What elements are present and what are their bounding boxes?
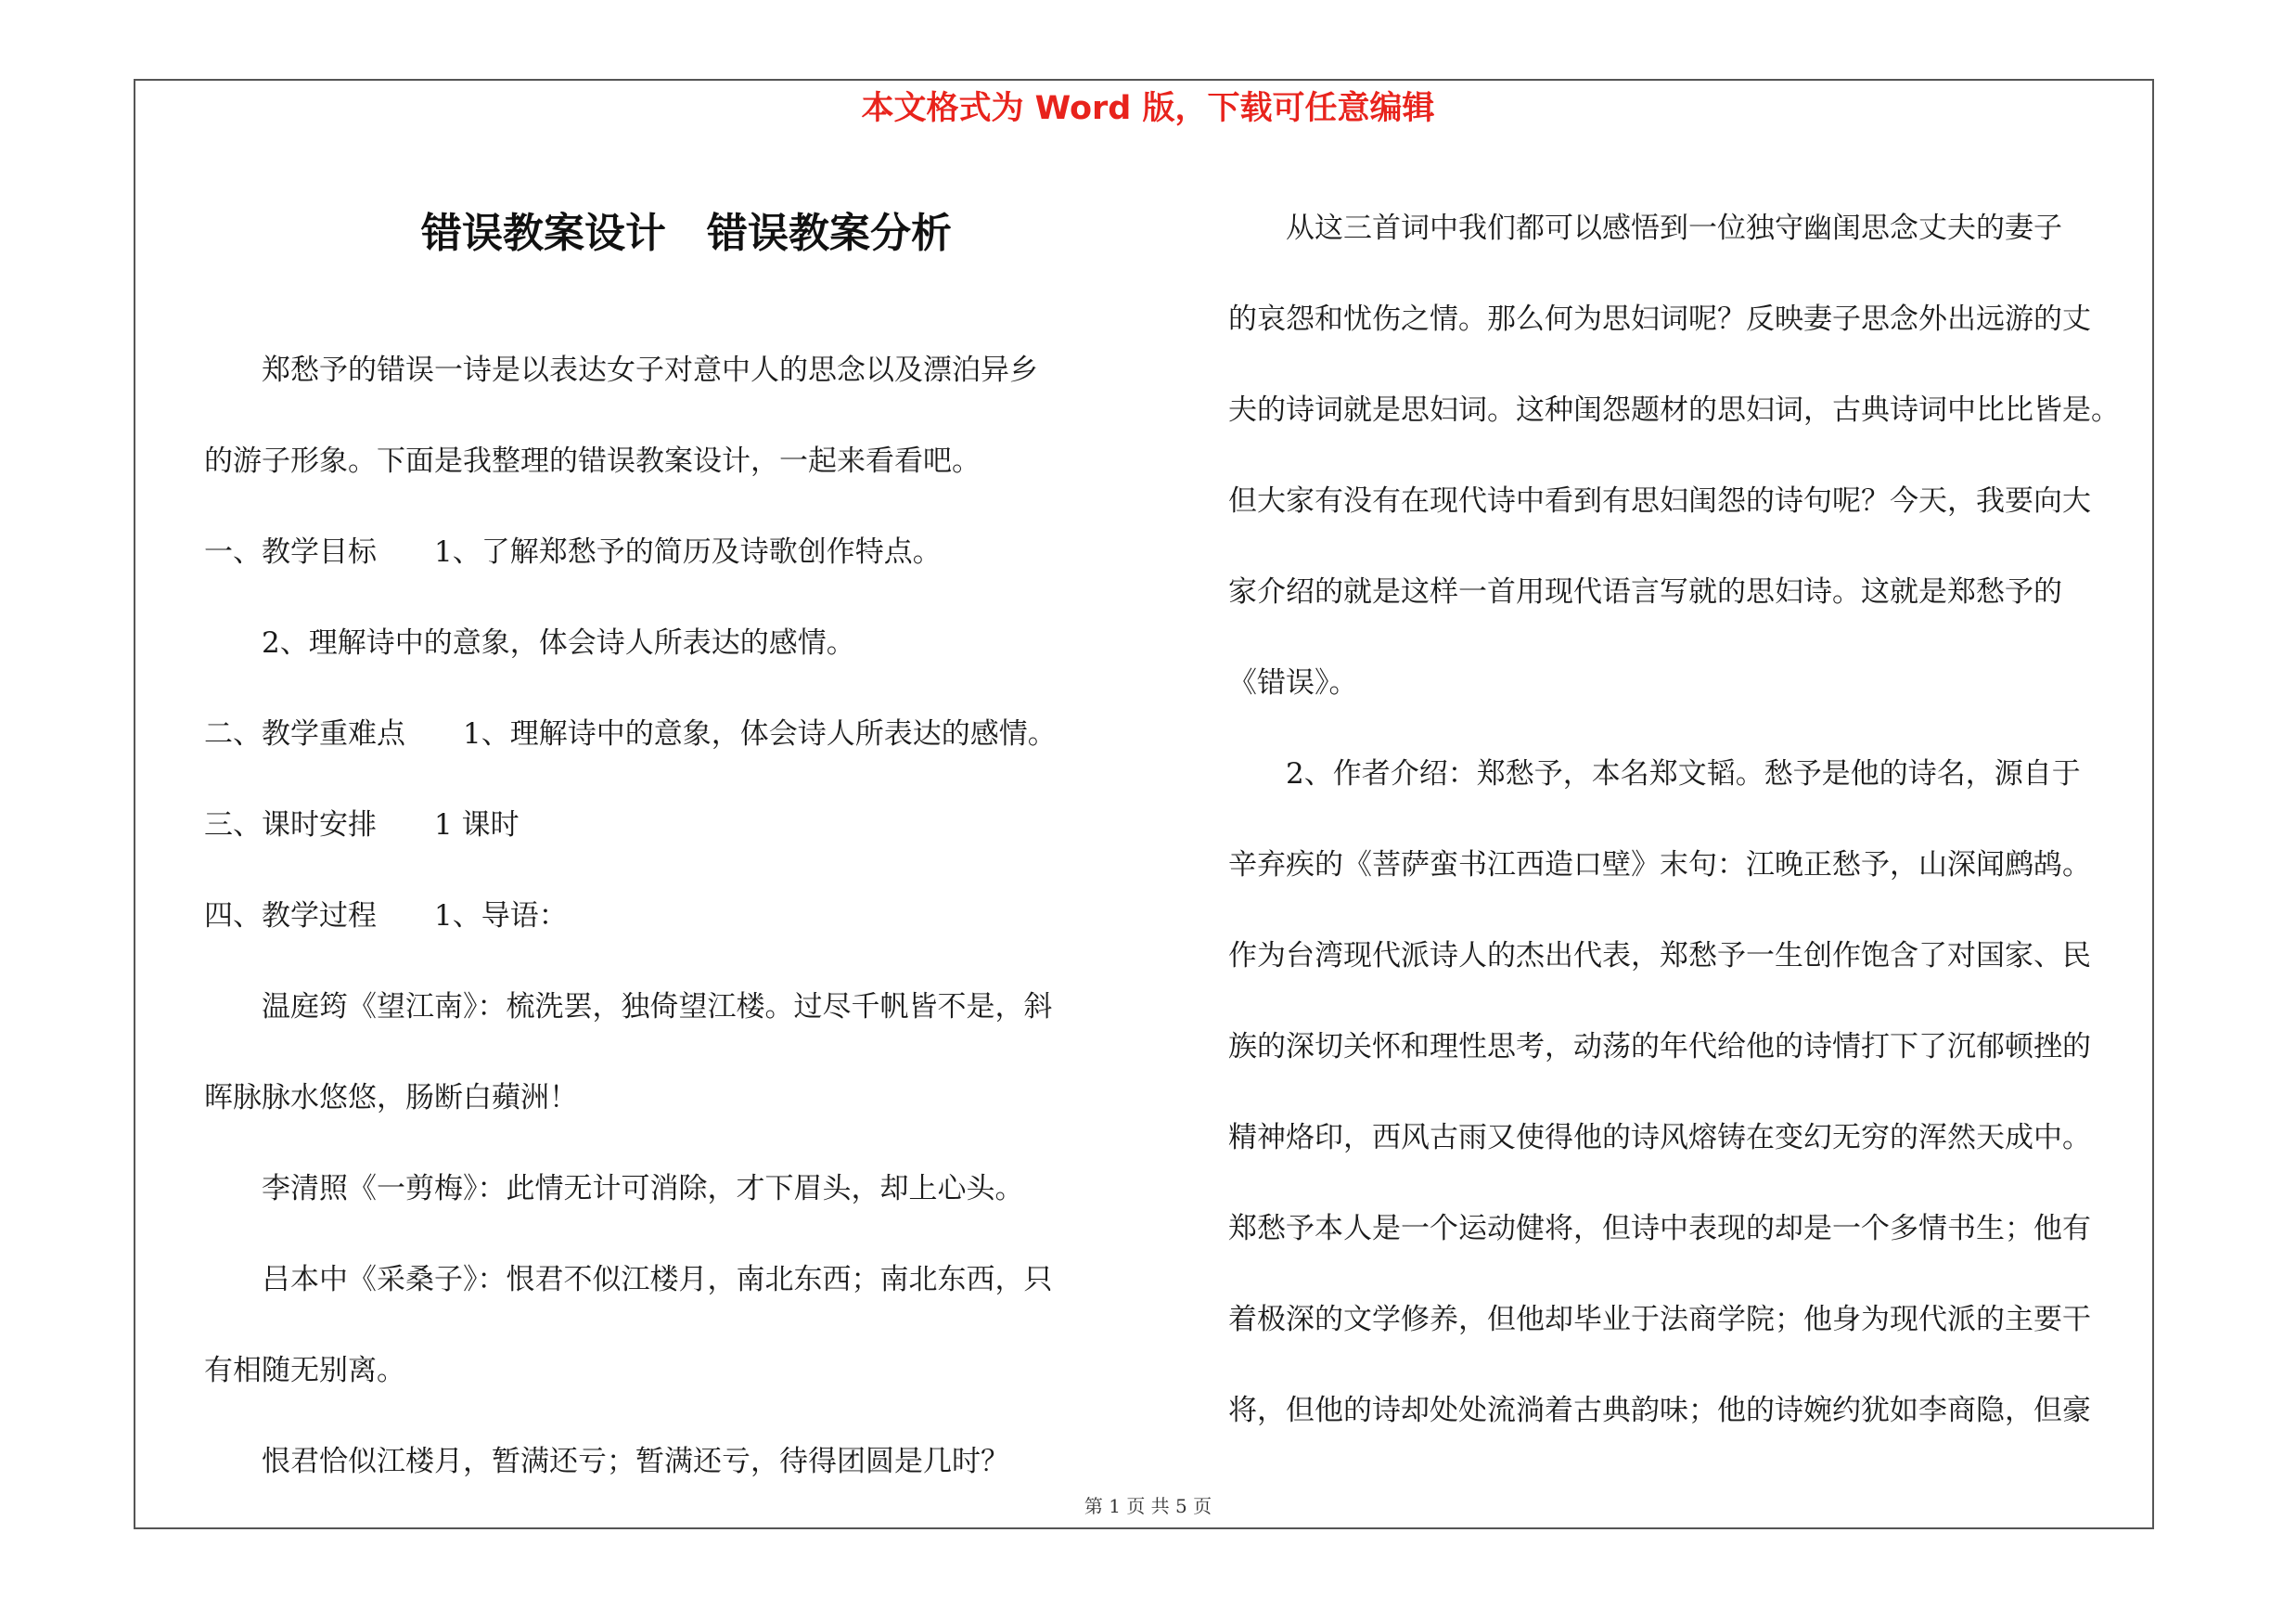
text-line: 辛弃疾的《菩萨蛮书江西造口壁》末句：江晚正愁予，山深闻鹧鸪。 (1228, 848, 2091, 882)
page-number: 第 1 页 共 5 页 (1084, 1495, 1212, 1517)
text-line: 有相随无别离。 (204, 1354, 405, 1387)
text-line: 二、教学重难点 1、理解诗中的意象，体会诗人所表达的感情。 (204, 717, 1057, 751)
text-line: 但大家有没有在现代诗中看到有思妇闺怨的诗句呢？今天，我要向大 (1228, 484, 2091, 518)
text-line: 温庭筠《望江南》：梳洗罢，独倚望江楼。过尽千帆皆不是，斜 (204, 990, 1053, 1024)
text-line: 2、理解诗中的意象，体会诗人所表达的感情。 (204, 626, 855, 660)
left-column (204, 325, 1136, 1507)
text-line: 李清照《一剪梅》：此情无计可消除，才下眉头，却上心头。 (204, 1172, 1024, 1205)
text-line: 族的深切关怀和理性思考，动荡的年代给他的诗情打下了沉郁顿挫的 (1228, 1030, 2091, 1063)
text-line: 的哀怨和忧伤之情。那么何为思妇词呢？反映妻子思念外出远游的丈 (1228, 303, 2091, 336)
text-line: 《错误》。 (1228, 666, 1358, 700)
text-line: 夫的诗词就是思妇词。这种闺怨题材的思妇词，古典诗词中比比皆是。 (1228, 393, 2120, 427)
text-line: 的游子形象。下面是我整理的错误教案设计，一起来看看吧。 (204, 444, 981, 478)
text-line: 三、课时安排 1 课时 (204, 808, 519, 842)
text-line: 晖脉脉水悠悠，肠断白蘋洲！ (204, 1081, 578, 1114)
text-line: 着极深的文学修养，但他却毕业于法商学院；他身为现代派的主要干 (1228, 1303, 2091, 1336)
text-line: 2、作者介绍：郑愁予，本名郑文韬。愁予是他的诗名，源自于 (1228, 757, 2081, 791)
text-line: 家介绍的就是这样一首用现代语言写就的思妇诗。这就是郑愁予的 (1228, 575, 2062, 609)
right-column (1228, 183, 2147, 1456)
document-title: 错误教案设计 错误教案分析 (421, 210, 952, 257)
text-line: 四、教学过程 1、导语： (204, 899, 568, 933)
text-line: 恨君恰似江楼月，暂满还亏；暂满还亏，待得团圆是几时？ (204, 1445, 1009, 1478)
text-line: 作为台湾现代派诗人的杰出代表，郑愁予一生创作饱含了对国家、民 (1228, 939, 2091, 973)
text-line: 将，但他的诗却处处流淌着古典韵味；他的诗婉约犹如李商隐，但豪 (1228, 1394, 2091, 1427)
text-line: 从这三首词中我们都可以感悟到一位独守幽闺思念丈夫的妻子 (1228, 212, 2062, 245)
text-line: 郑愁予的错误一诗是以表达女子对意中人的思念以及漂泊异乡 (204, 354, 1038, 387)
text-line: 吕本中《采桑子》：恨君不似江楼月，南北东西；南北东西，只 (204, 1263, 1053, 1296)
text-line: 精神烙印，西风古雨又使得他的诗风熔铸在变幻无穷的浑然天成中。 (1228, 1121, 2091, 1154)
text-line: 郑愁予本人是一个运动健将，但诗中表现的却是一个多情书生；他有 (1228, 1212, 2091, 1245)
format-banner: 本文格式为 Word 版，下载可任意编辑 (861, 90, 1435, 127)
text-line: 一、教学目标 1、了解郑愁予的简历及诗歌创作特点。 (204, 535, 942, 569)
